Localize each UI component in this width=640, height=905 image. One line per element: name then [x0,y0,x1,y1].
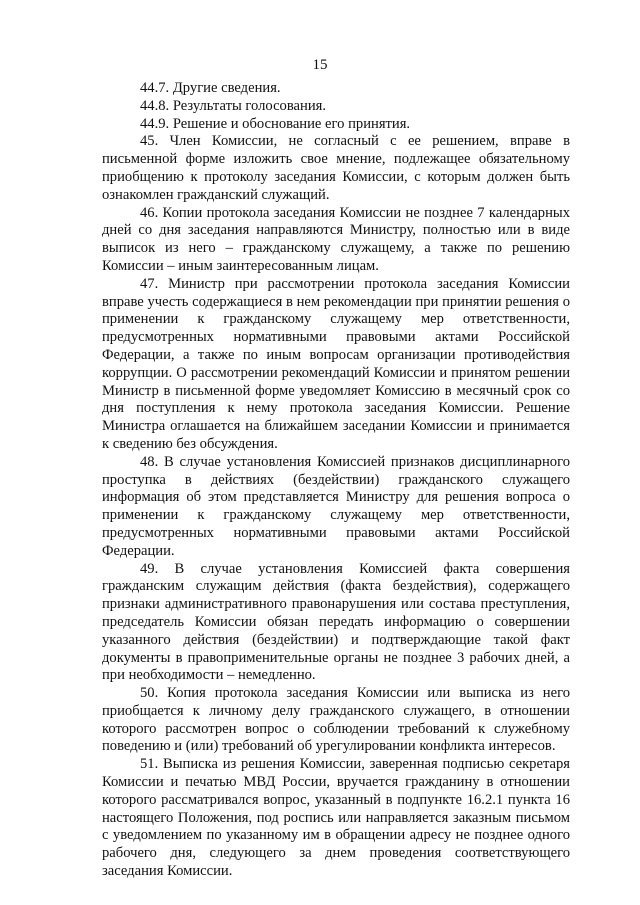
paragraph-49: 49. В случае установления Комиссией факта совершения гражданским служащим действия (факта бездействия), содержащего признаки административного правонарушения или состава преступления, председатель Комиссии обязан передать информацию о совершении указанного действия (бездействии) и подтверждающие такой факт документы в правоприменительные органы не позднее 3 рабочих дней, а при необходимости – немедленно. [102,560,570,684]
paragraph-51: 51. Выписка из решения Комиссии, заверенная подписью секретаря Комиссии и печатью МВД России, вручается гражданину в отношении которого рассматривался вопрос, указанный в подпункте 16.2.1 пункта 16 настоящего Положения, под роспись или направляется заказным письмом с уведомлением по указанному им в обращении адресу не позднее одного рабочего дня, следующего за днем проведения соответствующего заседания Комиссии. [102,756,570,880]
paragraph-46: 46. Копии протокола заседания Комиссии не позднее 7 календарных дней со дня заседания направляются Министру, полностью или в виде выписок из него – гражданскому служащему, а также по решению Комиссии – иным заинтересованным лицам. [102,204,570,274]
paragraph-44-9: 44.9. Решение и обоснование его принятия. [140,115,411,132]
document-body [102,80,570,881]
paragraph-45: 45. Член Комиссии, не согласный с ее решением, вправе в письменной форме изложить свое мнение, подлежащее обязательному приобщению к протоколу заседания Комиссии, с которым должен быть ознакомлен гражданский служащий. [102,133,570,203]
paragraph-44-7: 44.7. Другие сведения. [140,80,281,96]
page-number: 15 [312,57,328,73]
paragraph-48: 48. В случае установления Комиссией признаков дисциплинарного проступка в действиях (бездействии) гражданского служащего информация об этом представляется Министру для решения вопроса о применении к гражданскому служащему мер ответственности, предусмотренных нормативными правовыми актами Российской Федерации. [102,453,570,559]
paragraph-50: 50. Копия протокола заседания Комиссии или выписка из него приобщается к личному делу гражданского служащего, в отношении которого рассмотрен вопрос о соблюдении требований к служебному поведению и (или) требований об урегулировании конфликта интересов. [102,685,570,755]
paragraph-47: 47. Министр при рассмотрении протокола заседания Комиссии вправе учесть содержащиеся в нем рекомендации при принятии решения о применении к гражданскому служащему мер ответственности, предусмотренных нормативными правовыми актами Российской Федерации, а также по иным вопросам организации противодействия коррупции. О рассмотрении рекомендаций Комиссии и принятом решении Министр в письменной форме уведомляет Комиссию в месячный срок со дня поступления к нему протокола заседания Комиссии. Решение Министра оглашается на ближайшем заседании Комиссии и принимается к сведению без обсуждения. [102,275,570,452]
paragraph-44-8: 44.8. Результаты голосования. [140,97,326,114]
